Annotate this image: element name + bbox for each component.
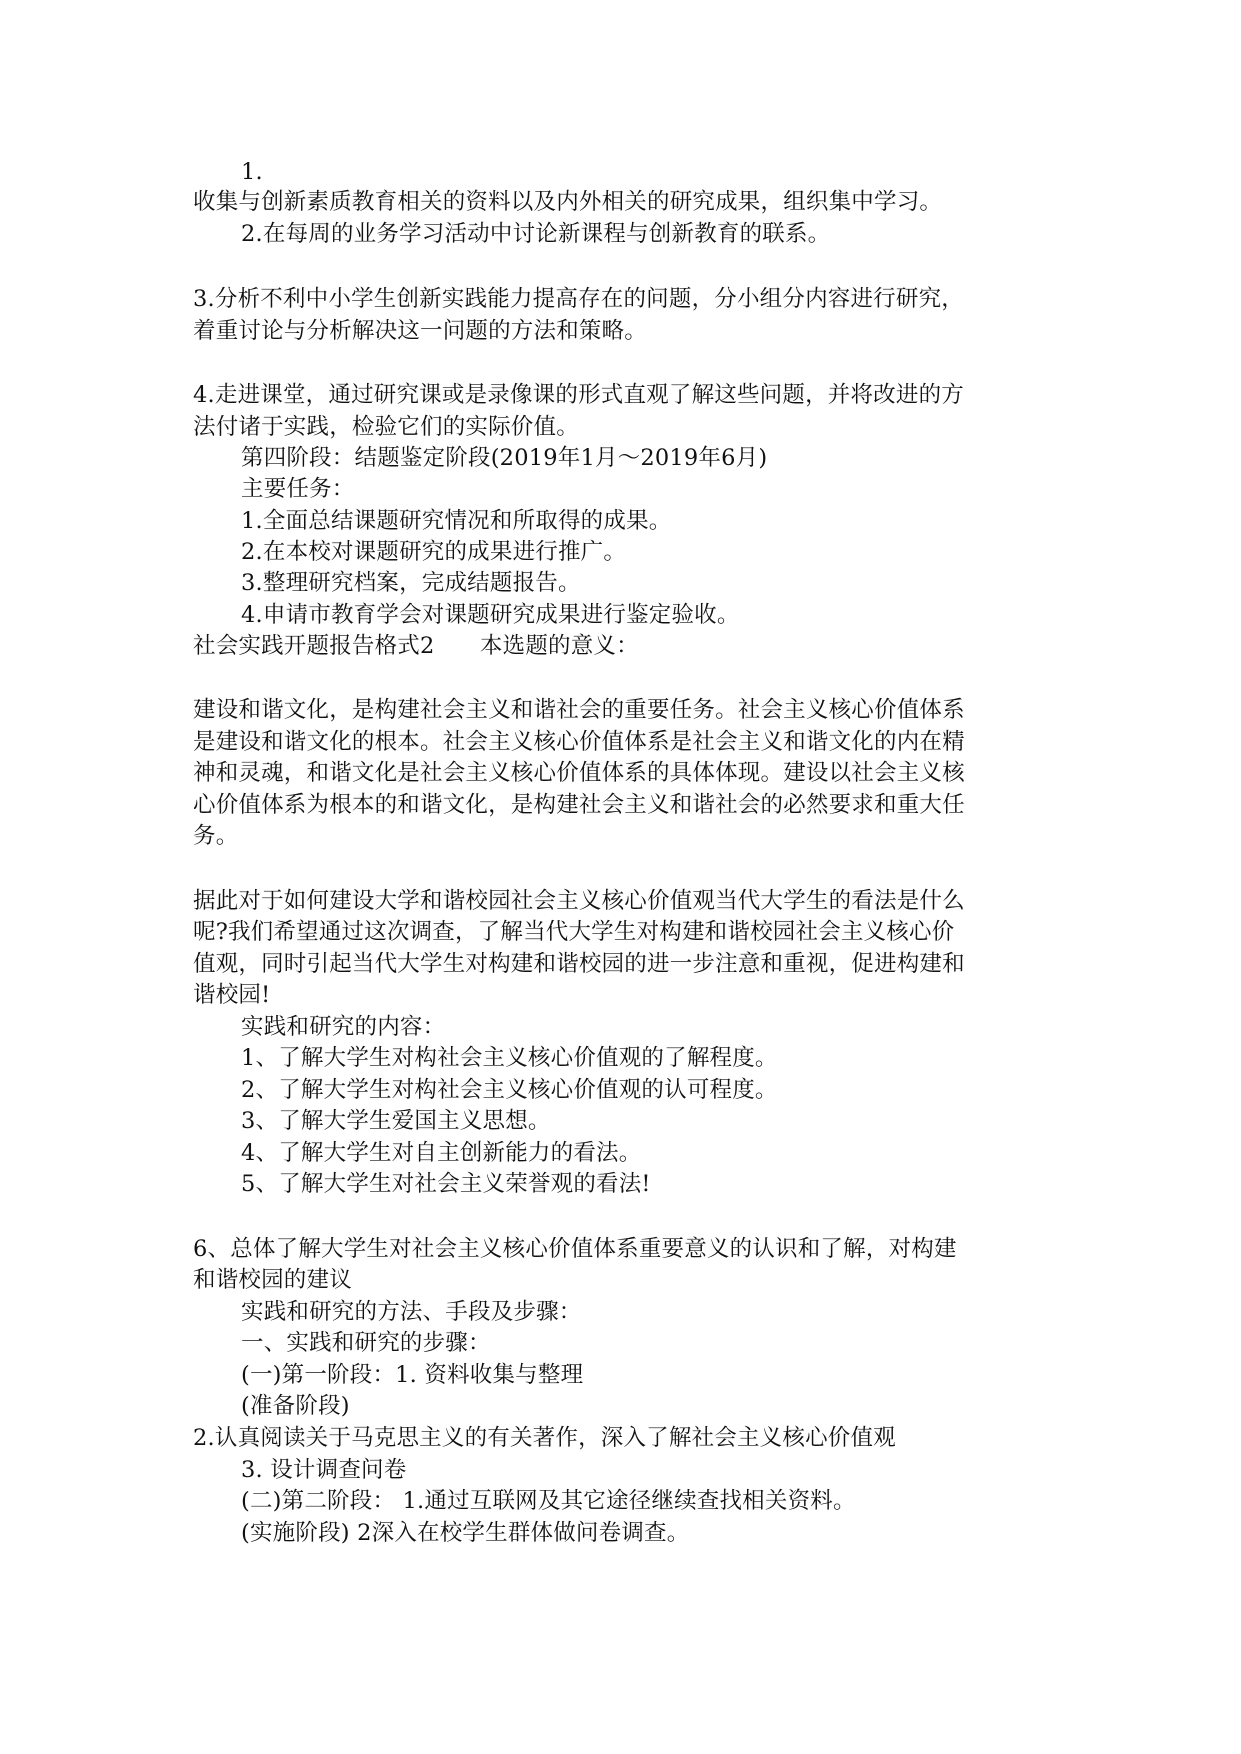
- text-line: 实践和研究的方法、手段及步骤：: [241, 1299, 582, 1325]
- text-line: (二)第二阶段： 1.通过互联网及其它途径继续查找相关资料。: [241, 1488, 856, 1514]
- text-line: (准备阶段): [241, 1393, 350, 1419]
- text-line: 建设和谐文化，是构建社会主义和谐社会的重要任务。社会主义核心价值体系: [193, 697, 965, 723]
- section-heading: 社会实践开题报告格式2 本选题的意义：: [193, 633, 639, 659]
- list-item: 6、总体了解大学生对社会主义核心价值体系重要意义的认识和了解，对构建: [193, 1236, 957, 1262]
- text-line: 据此对于如何建设大学和谐校园社会主义核心价值观当代大学生的看法是什么: [193, 888, 965, 914]
- text-line: 一、实践和研究的步骤：: [241, 1330, 491, 1356]
- text-line: 3.整理研究档案，完成结题报告。: [241, 570, 581, 596]
- text-line: 呢?我们希望通过这次调查，了解当代大学生对构建和谐校园社会主义核心价: [193, 919, 955, 945]
- text-line: 心价值体系为根本的和谐文化，是构建社会主义和谐社会的必然要求和重大任: [193, 792, 965, 818]
- text-line: 4.申请市教育学会对课题研究成果进行鉴定验收。: [241, 602, 740, 628]
- text-line: 神和灵魂，和谐文化是社会主义核心价值体系的具体体现。建设以社会主义核: [193, 760, 965, 786]
- list-item: 1、了解大学生对构社会主义核心价值观的了解程度。: [241, 1045, 778, 1071]
- text-line: 值观，同时引起当代大学生对构建和谐校园的进一步注意和重视，促进构建和: [193, 951, 965, 977]
- text-line: 4.走进课堂，通过研究课或是录像课的形式直观了解这些问题，并将改进的方: [193, 382, 964, 408]
- text-line: 第四阶段：结题鉴定阶段(2019年1月～2019年6月): [241, 445, 768, 471]
- text-line: (一)第一阶段：1. 资料收集与整理: [241, 1362, 584, 1388]
- text-line: 法付诸于实践，检验它们的实际价值。: [193, 414, 579, 440]
- text-line: 2.在本校对课题研究的成果进行推广。: [241, 539, 627, 565]
- text-line: 主要任务：: [241, 476, 355, 502]
- text-line: 是建设和谐文化的根本。社会主义核心价值体系是社会主义和谐文化的内在精: [193, 729, 965, 755]
- text-line: 实践和研究的内容：: [241, 1014, 446, 1040]
- text-line: 着重讨论与分析解决这一问题的方法和策略。: [193, 318, 648, 344]
- text-line: (实施阶段) 2深入在校学生群体做问卷调查。: [241, 1520, 690, 1546]
- list-item: 5、了解大学生对社会主义荣誉观的看法!: [241, 1171, 651, 1197]
- text-line: 1.全面总结课题研究情况和所取得的成果。: [241, 508, 672, 534]
- text-line: 务。: [193, 823, 239, 849]
- text-line: 2.在每周的业务学习活动中讨论新课程与创新教育的联系。: [241, 221, 831, 247]
- list-item: 4、了解大学生对自主创新能力的看法。: [241, 1140, 642, 1166]
- text-line: 2.认真阅读关于马克思主义的有关著作，深入了解社会主义核心价值观: [193, 1425, 896, 1451]
- text-line: 3. 设计调查问卷: [241, 1457, 407, 1483]
- text-line: 3.分析不利中小学生创新实践能力提高存在的问题，分小组分内容进行研究，: [193, 286, 964, 312]
- text-line: 谐校园!: [193, 982, 271, 1008]
- text-line: 收集与创新素质教育相关的资料以及内外相关的研究成果，组织集中学习。: [193, 189, 943, 215]
- text-line: 和谐校园的建议: [193, 1267, 352, 1293]
- text-line: 1.: [241, 159, 263, 185]
- list-item: 3、了解大学生爱国主义思想。: [241, 1108, 551, 1134]
- list-item: 2、了解大学生对构社会主义核心价值观的认可程度。: [241, 1077, 778, 1103]
